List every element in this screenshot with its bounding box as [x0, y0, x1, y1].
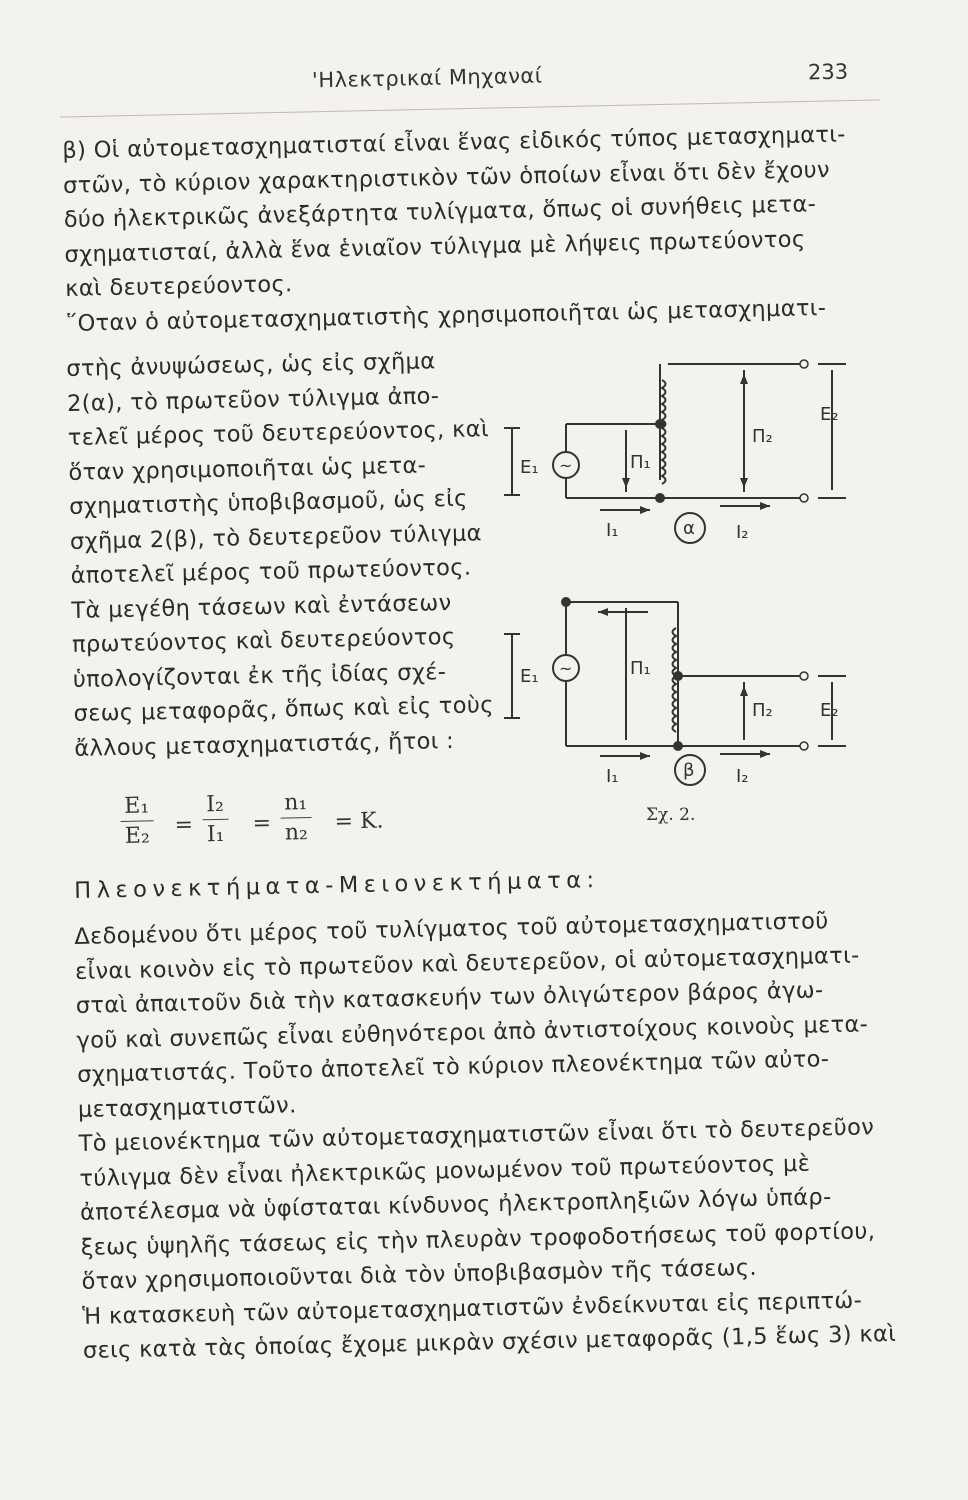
- text-line: ἄλλους μετασχηματιστάς, ἤτοι :: [74, 727, 455, 762]
- text-line: στὴς ἀνυψώσεως, ὡς εἰς σχῆμα: [66, 348, 436, 382]
- formula-e1: E₁: [120, 793, 153, 822]
- text-line: β) Οἱ αὐτομετασχηματισταί εἶναι ἕνας εἰδικός τύπος μετασχηματι-: [62, 121, 846, 164]
- text-line: εἶναι κοινὸν εἰς τὸ πρωτεῦον καὶ δευτερεῦον, οἱ αὐτομετασχηματι-: [74, 942, 860, 985]
- text-line: τύλιγμα δὲν εἶναι ἠλεκτρικῶς μονωμένον τοῦ πρωτεύοντος μὲ: [79, 1150, 811, 1192]
- text-line: Ἡ κατασκευὴ τῶν αὐτομετασχηματιστῶν ἐνδείκνυται εἰς περιπτώ-: [82, 1287, 863, 1330]
- page-number: 233: [807, 59, 849, 85]
- ac-source-label-a: ~: [559, 456, 573, 475]
- formula-i1: I₁: [206, 821, 225, 848]
- text-line: σεις κατὰ τὰς ὁποίας ἔχομε μικρὰν σχέσιν μεταφορᾶς (1,5 ἕως 3) καὶ: [82, 1320, 897, 1364]
- fraction-e1-e2: [120, 793, 154, 849]
- arrow-head: [740, 374, 748, 384]
- label-i1-a: I₁: [606, 520, 619, 541]
- text-line: σταὶ ἀπαιτοῦν διὰ τὴν κατασκευήν των ὀλιγώτερον βάρος ἀγω-: [75, 977, 824, 1019]
- figure-caption: Σχ. 2.: [646, 805, 696, 825]
- formula-i2: I₂: [202, 792, 228, 821]
- figure-b-label: β: [683, 760, 695, 781]
- text-line: σχηματιστάς. Τοῦτο ἀποτελεῖ τὸ κύριον πλεονέκτημα τῶν αὐτο-: [76, 1046, 830, 1088]
- header-rule: [60, 99, 880, 117]
- section-heading: Πλεονεκτήματα-Μειονεκτήματα:: [74, 866, 600, 904]
- text-line: σχηματιστὴς ὑποβιβασμοῦ, ὡς εἰς: [68, 485, 468, 520]
- formula-e2: E₂: [124, 823, 151, 849]
- label-e1-b: E₁: [520, 666, 539, 687]
- label-e2-b: E₂: [820, 700, 839, 721]
- fraction-n1-n2: [280, 790, 312, 846]
- text-line: Τὸ μειονέκτημα τῶν αὐτομετασχηματιστῶν εἶναι ὅτι τὸ δευτερεῦον: [78, 1114, 875, 1157]
- equals-k: = K.: [334, 808, 384, 835]
- usage-paragraph: [66, 343, 515, 766]
- arrow-head: [640, 506, 650, 514]
- text-line: ὑπολογίζονται ἐκ τῆς ἰδίας σχέ-: [72, 658, 447, 693]
- transfer-ratio-formula: [120, 788, 422, 884]
- text-line: σχηματισταί, ἀλλὰ ἕνα ἑνιαῖον τύλιγμα μὲ λήψεις πρωτεύοντος: [64, 225, 806, 268]
- arrow-head: [622, 478, 630, 488]
- label-i1-b: I₁: [606, 766, 619, 787]
- text-line: μετασχηματιστῶν.: [77, 1091, 297, 1123]
- arrow-head: [760, 750, 770, 758]
- tap-dot: [673, 741, 683, 751]
- text-line: 2(α), τὸ πρωτεῦον τύλιγμα ἀπο-: [66, 382, 440, 417]
- arrow-head: [598, 608, 608, 616]
- label-i2-b: I₂: [736, 766, 749, 787]
- label-p1-a: Π₁: [630, 452, 651, 473]
- running-header-title: 'Ηλεκτρικαί Μηχαναί: [311, 63, 543, 93]
- label-e1-a: E₁: [520, 457, 539, 478]
- text-line: ξεως ὑψηλῆς τάσεως εἰς τὴν πλευρὰν τροφοδοτήσεως τοῦ φορτίου,: [80, 1217, 876, 1261]
- figure-a-label: α: [683, 518, 695, 539]
- text-line: καὶ δευτερεύοντος.: [64, 271, 293, 302]
- text-line: δύο ἠλεκτρικῶς ἀνεξάρτητα τυλίγματα, ὅπως οἱ συνήθεις μετα-: [63, 191, 817, 233]
- text-line: ὅταν χρησιμοποιῆται ὡς μετα-: [68, 451, 427, 486]
- tap-dot: [655, 419, 665, 429]
- tap-dot: [655, 493, 665, 503]
- figure-a-circuit: [504, 360, 846, 510]
- label-e2-a: E₂: [820, 404, 839, 425]
- label-i2-a: I₂: [736, 522, 749, 543]
- text-line: σεως μεταφορᾶς, ὅπως καὶ εἰς τοὺς: [73, 692, 495, 727]
- advantages-paragraphs: [74, 903, 903, 1369]
- text-line: Δεδομένου ὅτι μέρος τοῦ τυλίγματος τοῦ αὐτομετασχηματιστοῦ: [74, 908, 829, 950]
- equals-sign: =: [252, 810, 272, 837]
- arrow-head: [740, 478, 748, 488]
- arrow-head: [640, 752, 650, 760]
- text-line: Τὰ μεγέθη τάσεων καὶ ἐντάσεων: [71, 589, 452, 624]
- equals-sign: =: [174, 812, 194, 838]
- text-line: στῶν, τὸ κύριον χαρακτηριστικὸν τῶν ὁποίων εἶναι ὅτι δὲν ἔχουν: [62, 156, 831, 199]
- text-line: πρωτεύοντος καὶ δευτερεύοντος: [71, 623, 456, 658]
- text-line: ῞Οταν ὁ αὐτομετασχηματιστὴς χρησιμοποιῆται ὡς μετασχηματι-: [65, 294, 827, 337]
- formula-n2: n₂: [284, 820, 309, 846]
- formula-n1: n₁: [280, 790, 312, 819]
- text-line: ἀποτέλεσμα νὰ ὑφίσταται κίνδυνος ἠλεκτροπληξιῶν λόγω ὑπάρ-: [79, 1184, 832, 1226]
- figure-b-markers: [561, 597, 770, 760]
- label-p2-a: Π₂: [752, 426, 773, 447]
- ac-source-label-b: ~: [559, 659, 573, 678]
- fraction-i2-i1: [202, 792, 229, 848]
- tap-dot: [673, 671, 683, 681]
- label-p1-b: Π₁: [630, 658, 651, 679]
- figure-a-markers: [622, 374, 770, 514]
- text-line: τελεῖ μέρος τοῦ δευτερεύοντος, καὶ: [67, 416, 490, 451]
- intro-paragraph: [62, 117, 896, 341]
- text-line: ὅταν χρησιμοποιοῦνται διὰ τὸν ὑποβιβασμὸν τῆς τάσεως.: [81, 1254, 758, 1295]
- text-line: σχῆμα 2(β), τὸ δευτερεῦον τύλιγμα: [69, 519, 483, 555]
- tap-dot: [561, 597, 571, 607]
- label-p2-b: Π₂: [752, 700, 773, 721]
- arrow-head: [740, 686, 748, 696]
- text-line: ἀποτελεῖ μέρος τοῦ πρωτεύοντος.: [70, 554, 472, 589]
- arrow-head: [760, 502, 770, 510]
- autotransformer-figure: [500, 330, 860, 850]
- text-line: γοῦ καὶ συνεπῶς εἶναι εὐθηνότεροι ἀπὸ ἀντιστοίχους κοινοὺς μετα-: [76, 1010, 869, 1054]
